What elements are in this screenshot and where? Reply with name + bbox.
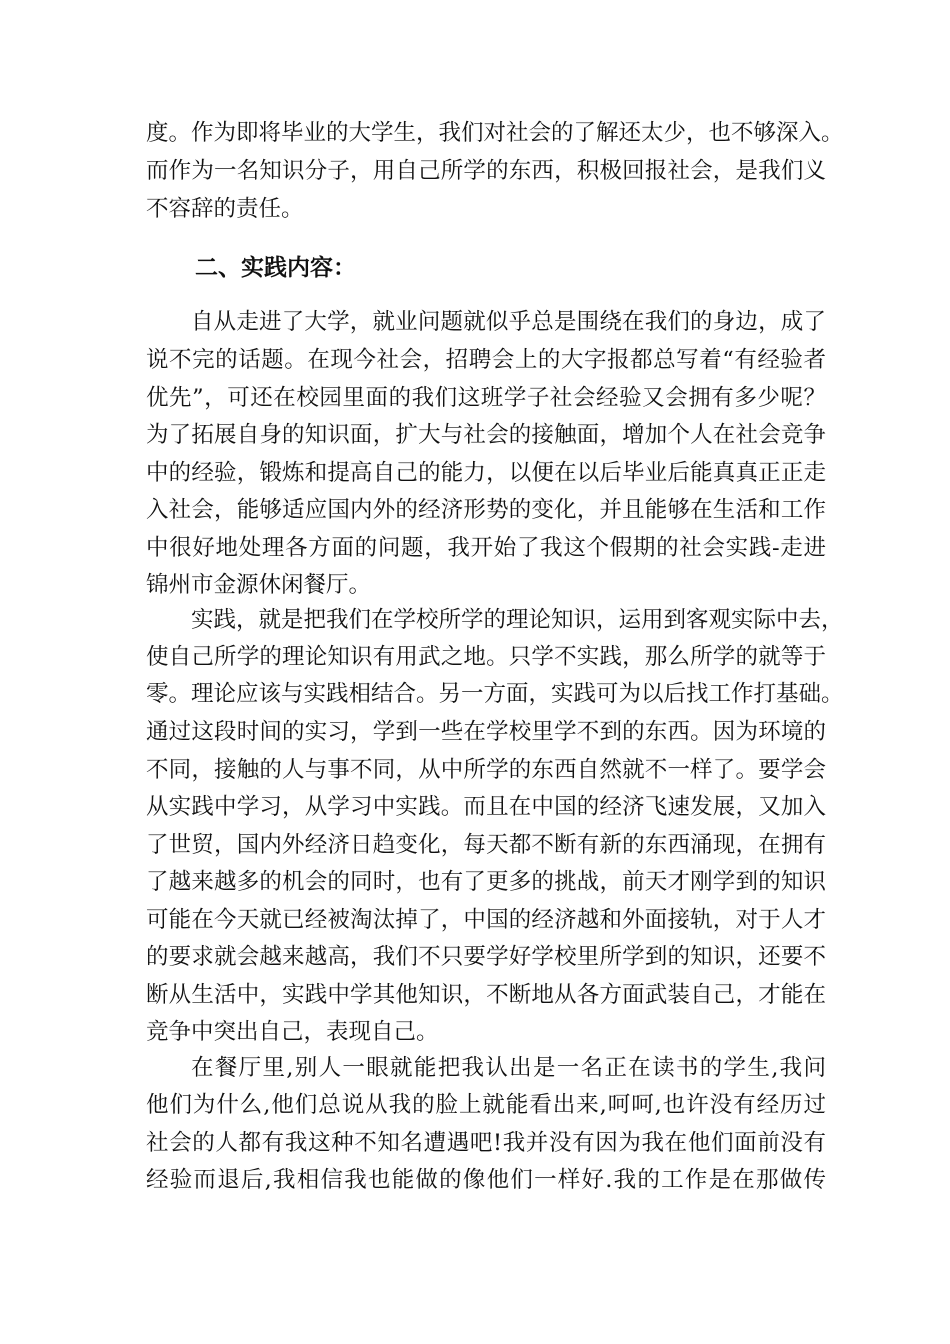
paragraph-line: 零。理论应该与实践相结合。另一方面，实践可为以后找工作打基础。: [146, 681, 844, 707]
paragraph-line: 竞争中突出自己，表现自己。: [146, 1019, 439, 1045]
paragraph-line: 为了拓展自身的知识面，扩大与社会的接触面，增加个人在社会竞争: [146, 422, 826, 448]
paragraph-line: 了世贸，国内外经济日趋变化，每天都不断有新的东西涌现，在拥有: [146, 832, 826, 858]
paragraph-line: 锦州市金源休闲餐厅。: [146, 572, 372, 598]
paragraph-line: 了越来越多的机会的同时，也有了更多的挑战，前天才刚学到的知识: [146, 869, 826, 895]
paragraph-line: 优先”，可还在校园里面的我们这班学子社会经验又会拥有多少呢？: [146, 385, 826, 411]
paragraph-line: 经验而退后,我相信我也能做的像他们一样好.我的工作是在那做传: [146, 1167, 826, 1193]
paragraph-line: 从实践中学习，从学习中实践。而且在中国的经济飞速发展，又加入: [146, 794, 826, 820]
intro-line: 而作为一名知识分子，用自己所学的东西，积极回报社会，是我们义: [146, 158, 826, 184]
paragraph-line: 的要求就会越来越高，我们不只要学好学校里所学到的知识，还要不: [146, 944, 826, 970]
section-heading: 二、实践内容：: [195, 255, 356, 281]
paragraph-line: 断从生活中，实践中学其他知识，不断地从各方面武装自己，才能在: [146, 982, 826, 1008]
paragraph-line: 中的经验，锻炼和提高自己的能力，以便在以后毕业后能真真正正走: [146, 460, 826, 486]
paragraph-line: 社会的人都有我这种不知名遭遇吧!我并没有因为我在他们面前没有: [146, 1130, 826, 1156]
paragraph-line: 中很好地处理各方面的问题，我开始了我这个假期的社会实践-走进: [146, 535, 826, 561]
paragraph-line: 他们为什么,他们总说从我的脸上就能看出来,呵呵,也许没有经历过: [146, 1092, 826, 1118]
paragraph-line: 自从走进了大学，就业问题就似乎总是围绕在我们的身边，成了: [191, 309, 826, 335]
paragraph-line: 入社会，能够适应国内外的经济形势的变化，并且能够在生活和工作: [146, 497, 826, 523]
paragraph-line: 通过这段时间的实习，学到一些在学校里学不到的东西。因为环境的: [146, 719, 826, 745]
intro-line: 度。作为即将毕业的大学生，我们对社会的了解还太少，也不够深入。: [146, 120, 844, 146]
paragraph-line: 使自己所学的理论知识有用武之地。只学不实践，那么所学的就等于: [146, 644, 826, 670]
paragraph-line: 说不完的话题。在现今社会，招聘会上的大字报都总写着“有经验者: [146, 347, 826, 373]
intro-line: 不容辞的责任。: [146, 196, 304, 222]
paragraph-line: 不同，接触的人与事不同，从中所学的东西自然就不一样了。要学会: [146, 757, 826, 783]
paragraph-line: 可能在今天就已经被淘汰掉了，中国的经济越和外面接轨，对于人才: [146, 907, 826, 933]
paragraph-line: 在餐厅里,别人一眼就能把我认出是一名正在读书的学生,我问: [191, 1055, 826, 1081]
paragraph-line: 实践，就是把我们在学校所学的理论知识，运用到客观实际中去，: [191, 607, 844, 633]
